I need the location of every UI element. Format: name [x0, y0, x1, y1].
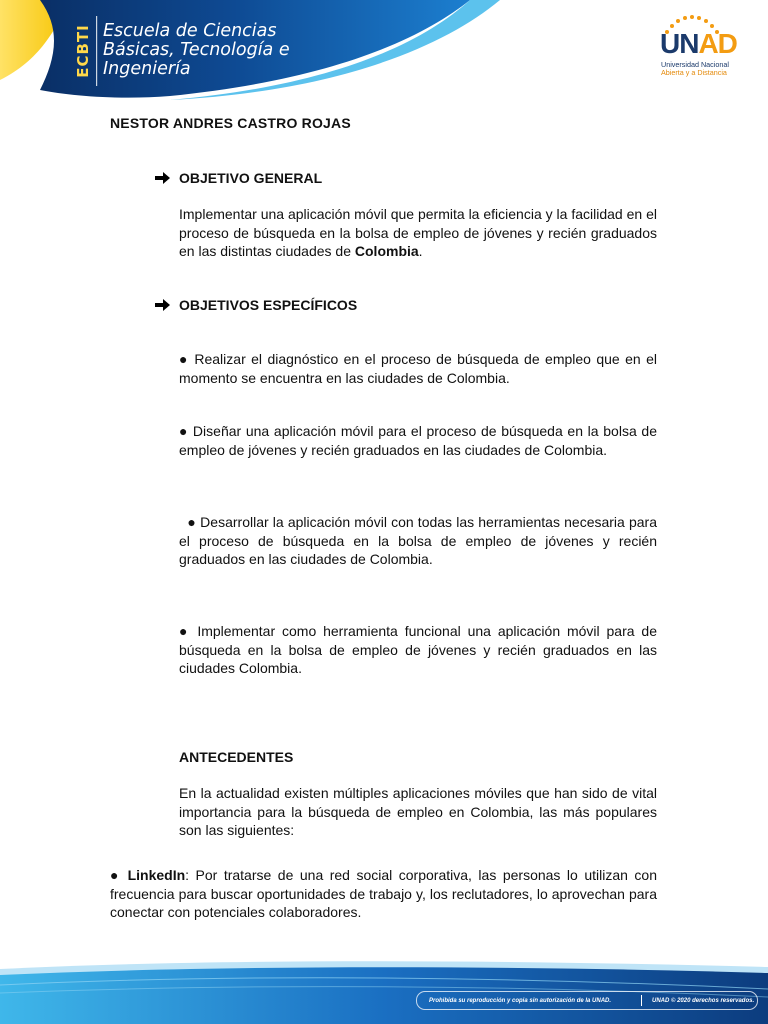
logo-word: [660, 28, 737, 60]
objetivo-general-title: OBJETIVO GENERAL: [179, 170, 323, 186]
linkedin-text: : Por tratarse de una red social corporativa, las personas lo utilizan con frecuencia para buscar oportunidades de trabajo y, los reclutadores, lo aprovechan para conectar con potenciales colaboradores.: [110, 867, 657, 920]
objetivo-item: ● Diseñar una aplicación móvil para el proceso de búsqueda en la bolsa de empleo de jóvenes y recién graduados en las ciudades de Colombia.: [179, 423, 657, 458]
ecbti-tag: [73, 18, 93, 84]
linkedin-bullet: ●: [110, 867, 128, 883]
footer-banner: [0, 955, 768, 1024]
antecedentes-title: ANTECEDENTES: [179, 749, 294, 765]
objetivo-general-heading: [155, 170, 322, 186]
school-name: [103, 22, 290, 79]
logo-line-1: Universidad Nacional: [661, 60, 729, 69]
logo-word-accent: AD: [698, 28, 737, 59]
school-line-2: Básicas, Tecnología e: [103, 40, 290, 60]
footer-separator: [641, 995, 642, 1006]
page-header: [0, 0, 768, 105]
colombia-bold: Colombia: [354, 243, 419, 259]
footer-notice: Prohibida su reproducción y copia sin autorización de la UNAD.: [429, 997, 612, 1004]
author-name: NESTOR ANDRES CASTRO ROJAS: [110, 115, 351, 131]
footer-copyright: [416, 991, 758, 1010]
objetivo-item: ● Realizar el diagnóstico en el proceso de búsqueda de empleo que en el momento se encuentra en las ciudades de Colombia.: [179, 351, 657, 386]
page-footer: [0, 955, 768, 1024]
school-line-3: Ingeniería: [103, 59, 191, 79]
linkedin-item: [110, 866, 657, 922]
objetivos-especificos-title: OBJETIVOS ESPECÍFICOS: [179, 297, 358, 313]
objetivo-item: ● Desarrollar la aplicación móvil con todas las herramientas necesaria para el proceso de búsqueda en la bolsa de empleo de jóvenes y recién graduados en las ciudades de Colombia.: [179, 514, 661, 567]
objetivos-especificos-heading: [155, 297, 357, 313]
unad-logo: [650, 14, 750, 84]
objetivo-general-text: [179, 205, 657, 261]
school-line-1: Escuela de Ciencias: [103, 21, 277, 41]
antecedentes-intro: En la actualidad existen múltiples aplicaciones móviles que han sido de vital importancia para la búsqueda de empleo en Colombia, las más populares son las siguientes:: [179, 785, 657, 838]
ecbti-text: ECBTI: [74, 24, 93, 78]
objetivo-item: ● Implementar como herramienta funcional una aplicación móvil para de búsqueda en la bolsa de empleo de jóvenes y recién graduados en las ciudades Colombia.: [179, 623, 657, 676]
objetivo-general-text-main: Implementar una aplicación móvil que permita la eficiencia y la facilidad en el proceso de búsqueda en la bolsa de empleo de jóvenes y recién graduados en las distintas ciudades de: [179, 206, 657, 259]
logo-line-2: Abierta y a Distancia: [661, 68, 727, 77]
footer-rights: UNAD © 2020 derechos reservados.: [652, 997, 755, 1004]
arrow-right-icon: [155, 298, 171, 312]
linkedin-name: LinkedIn: [127, 867, 186, 883]
logo-word-main: UN: [660, 28, 699, 59]
arrow-right-icon: [155, 171, 171, 185]
objetivo-general-text-end: .: [418, 243, 423, 259]
